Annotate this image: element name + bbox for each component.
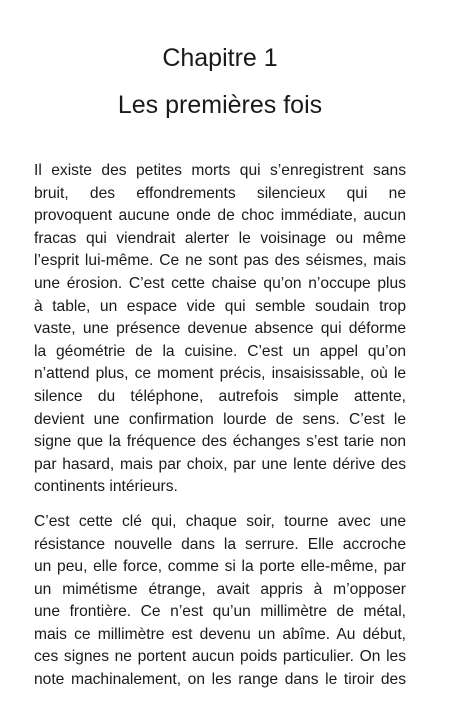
text-line: continents intérieurs.: [34, 478, 178, 496]
text-line: C’est cette clé qui, chaque soir, tourne avec une: [34, 512, 406, 530]
text-line: fracas qui viendrait alerter le voisinage ou même: [34, 229, 406, 247]
chapter-body: [34, 160, 406, 704]
text-line: mais ce millimètre est devenu un abîme. Au début,: [34, 625, 406, 643]
chapter-title: Les premières fois: [117, 91, 323, 119]
text-line: une frontière. Ce n’est qu’un millimètre de métal,: [34, 603, 406, 621]
text-line: silence du téléphone, autrefois simple attente,: [34, 387, 406, 405]
text-line: note machinalement, on les range dans le tiroir des: [34, 671, 406, 689]
text-line: ces signes ne portent aucun poids particulier. On les: [34, 648, 406, 666]
text-line: provoquent aucune onde de choc immédiate, aucun: [34, 207, 406, 225]
body-paragraph: [34, 160, 406, 499]
text-line: un peu, elle force, comme si la porte elle-même, par: [34, 558, 406, 576]
text-line: bruit, des effondrements silencieux qui ne: [34, 184, 406, 202]
text-line: par hasard, mais par choix, par une lente dérive des: [34, 455, 406, 473]
body-paragraph: [34, 511, 406, 692]
text-line: une érosion. C’est cette chaise qu’on n’occupe plus: [34, 274, 406, 292]
text-line: à table, un espace vide qui semble soudain trop: [34, 297, 406, 315]
text-line: vaste, une présence devenue absence qui déforme: [34, 320, 406, 338]
text-line: Il existe des petites morts qui s’enregistrent sans: [34, 162, 406, 179]
text-line: l’esprit lui-même. Ce ne sont pas des séismes, mais: [34, 252, 406, 270]
text-line: un mimétisme étrange, avait appris à m’opposer: [34, 580, 406, 598]
text-line: n’attend plus, ce moment précis, insaisissable, où le: [34, 365, 406, 383]
text-line: signe que la fréquence des échanges s’est tarie non: [34, 433, 406, 451]
text-line: devient une confirmation lourde de sens. C’est le: [34, 410, 406, 428]
text-line: résistance nouvelle dans la serrure. Elle accroche: [34, 535, 406, 553]
text-line: la géométrie de la cuisine. C’est un appel qu’on: [34, 342, 406, 360]
chapter-number: Chapitre 1: [162, 44, 278, 72]
